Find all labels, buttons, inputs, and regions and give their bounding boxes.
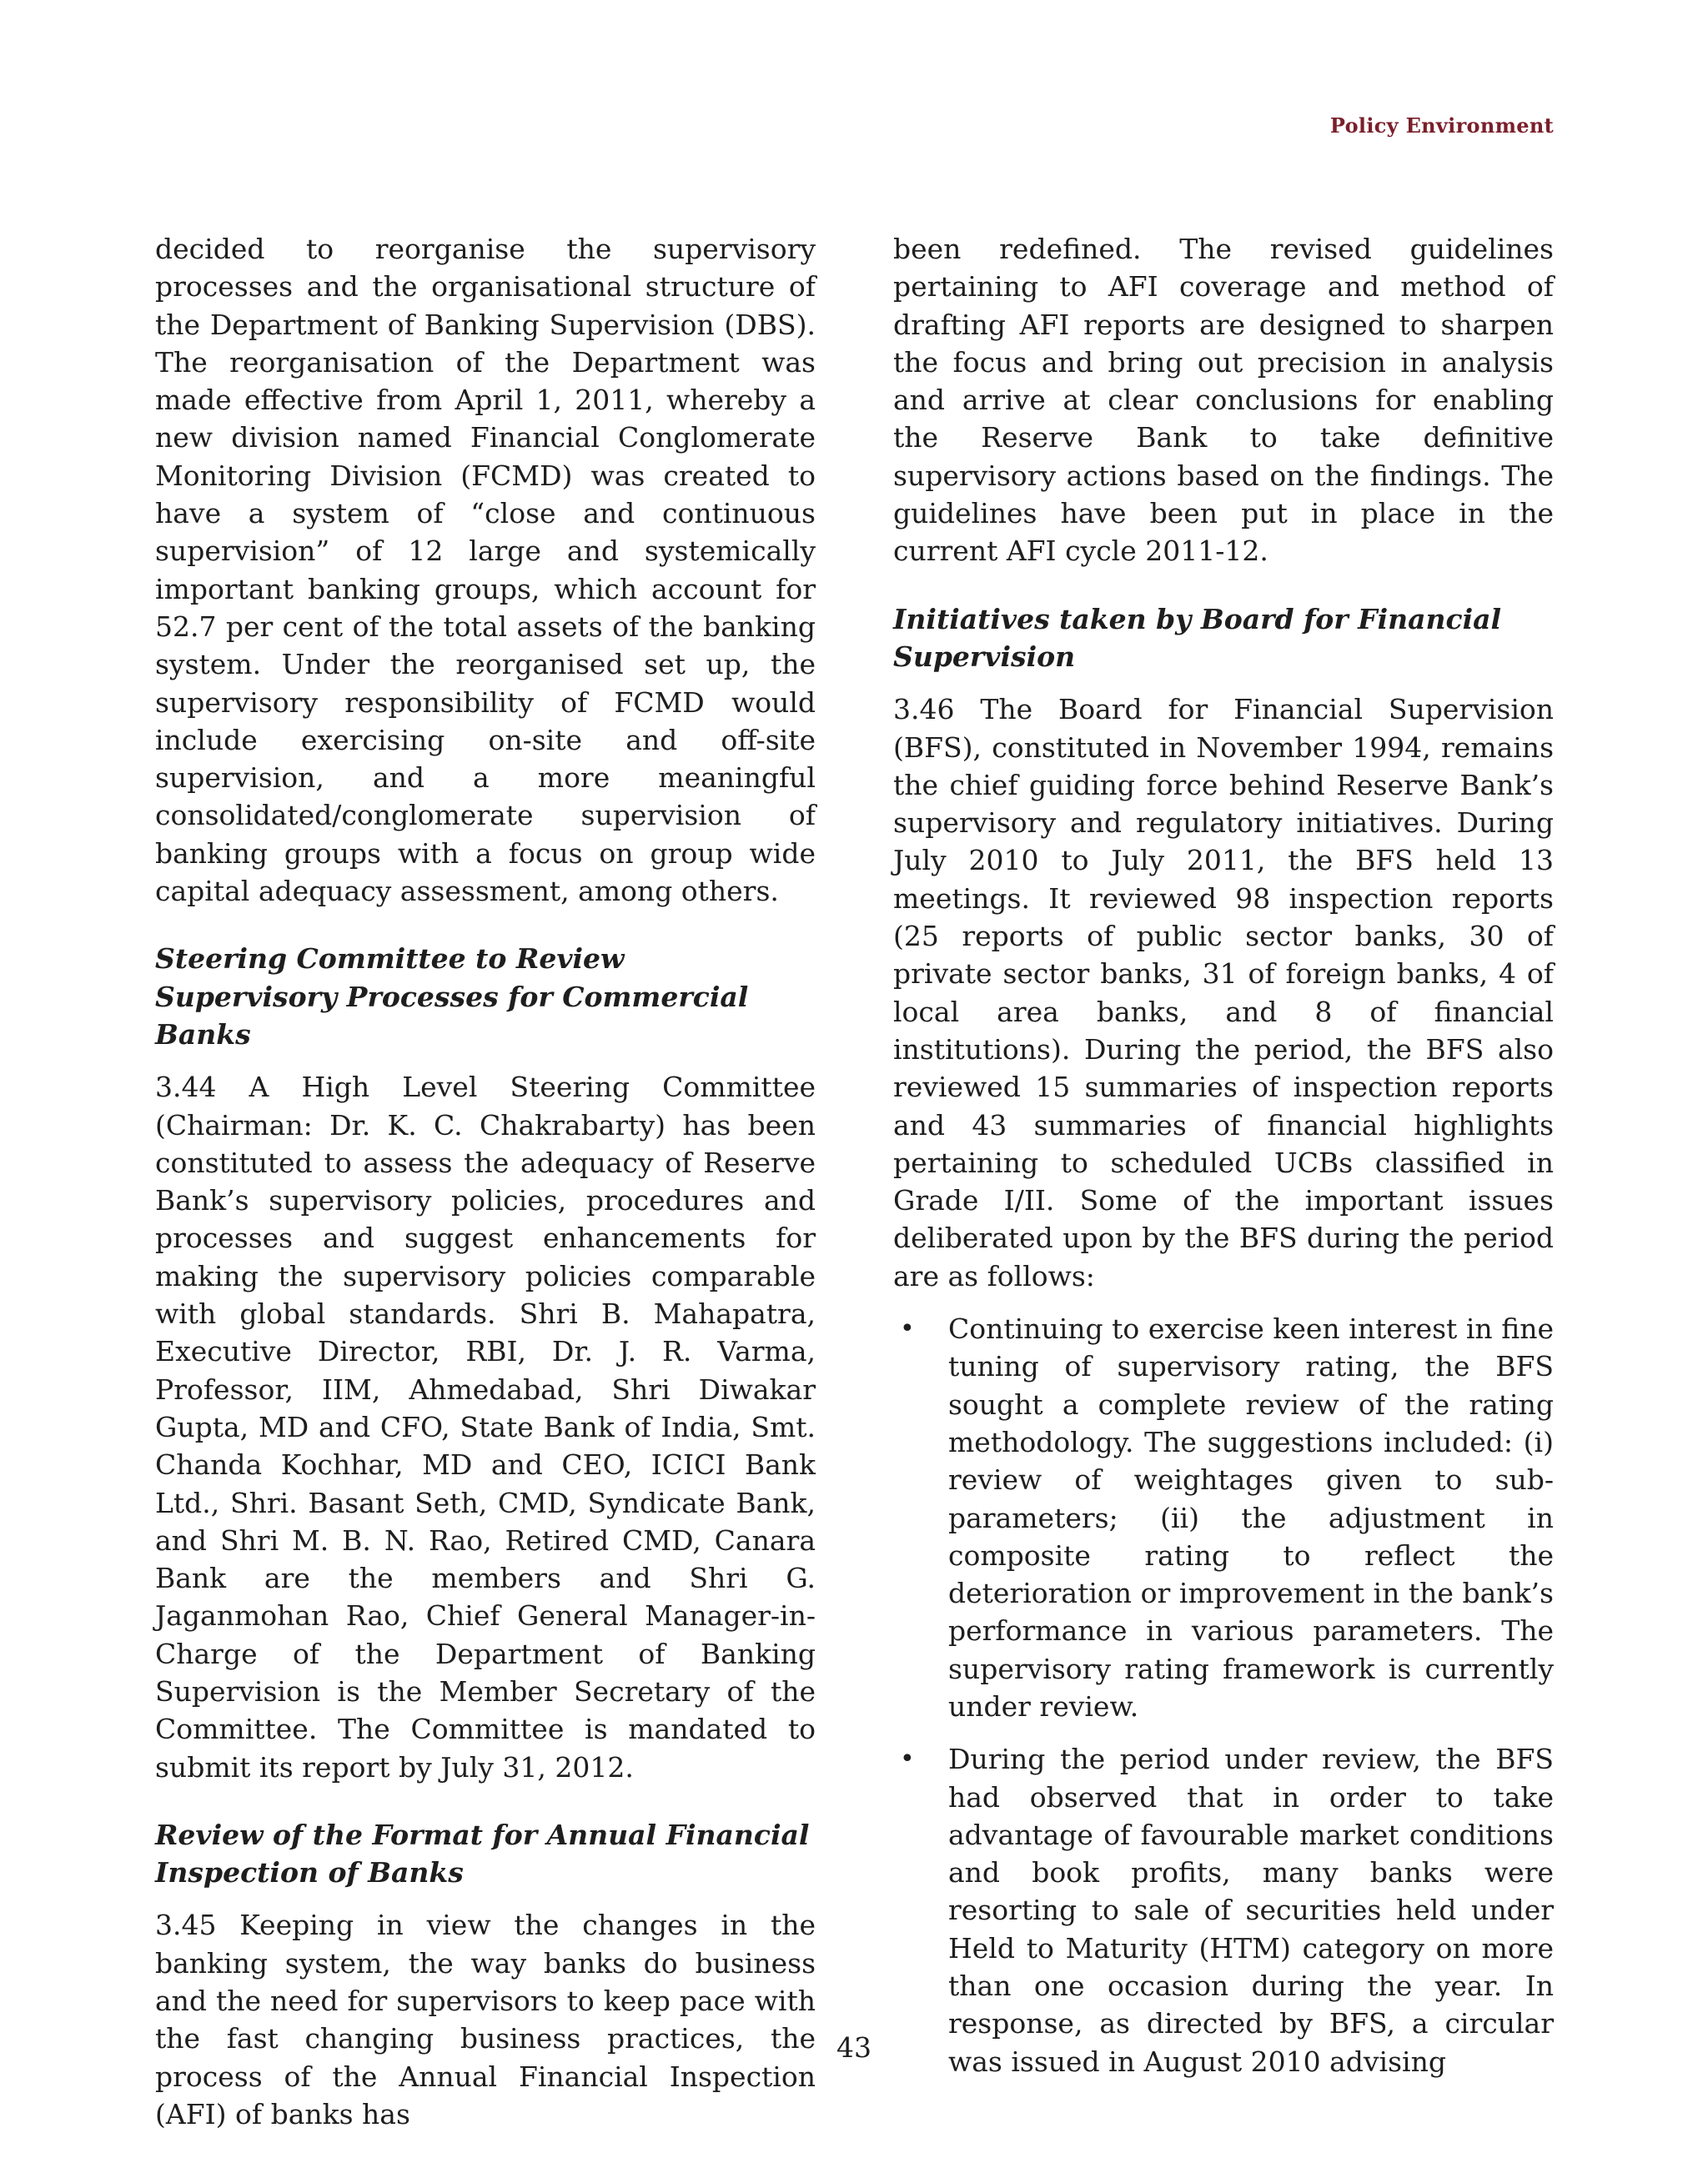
running-header: Policy Environment [1329,113,1554,138]
heading-steering-committee: Steering Committee to Review Supervisory Processes for Commercial Banks [155,942,749,1051]
bullet-icon: • [900,1744,915,1774]
paragraph-3-45: 3.45 Keeping in view the changes in the banking system, the way banks do business and the need for supervisors to keep pace with the fast changing business practices, the process of the Annual Financial Inspection (AFI) of banks has [155,1909,816,2130]
bullet-icon: • [900,1314,915,1344]
paragraph-3-46: 3.46 The Board for Financial Supervision (BFS), constituted in November 1994, remains the chief guiding force behind Reserve Bank’s supervisory and regulatory initiatives. During July 2010 to July 2011, the BFS held 13 meetings. It reviewed 98 inspection reports (25 reports of public sector banks, 30 of private sector banks, 31 of foreign banks, 4 of local area banks, and 8 of financial institutions). During the period, the BFS also reviewed 15 summaries of inspection reports and 43 summaries of financial highlights pertaining to scheduled UCBs classified in Grade I/II. Some of the important issues deliberated upon by the BFS during the period are as follows: [893,693,1554,1292]
heading-review-afi-format: Review of the Format for Annual Financial Inspection of Banks [155,1818,810,1889]
right-column [893,230,1554,2080]
left-column [155,230,816,2133]
heading-bfs-initiatives: Initiatives taken by Board for Financial Supervision [893,602,1502,673]
bfs-issues-list [893,1310,1554,2080]
list-item-text: During the period under review, the BFS had observed that in order to take advantage of favourable market conditions and book profits, many banks were resorting to sale of securities held under Held to Maturity (HTM) category on more than one occasion during the year. In response, as directed by BFS, a circular was issued in August 2010 advising [948,1743,1554,2078]
paragraph-dbs-reorganisation: decided to reorganise the supervisory processes and the organisational structure of the Department of Banking Supervision (DBS). The reorganisation of the Department was made effective from April 1, 2011, whereby a new division named Financial Conglomerate Monitoring Division (FCMD) was created to have a system of “close and continuous supervision” of 12 large and systemically important banking groups, which account for 52.7 per cent of the total assets of the banking system. Under the reorganised set up, the supervisory responsibility of FCMD would include exercising on-site and off-site supervision, and a more meaningful consolidated/conglomerate supervision of banking groups with a focus on group wide capital adequacy assessment, among others. [155,233,816,908]
page-number: 43 [836,2031,872,2064]
list-item [893,1740,1554,2080]
list-item [893,1310,1554,1725]
list-item-text: Continuing to exercise keen interest in fine tuning of supervisory rating, the BFS sought a complete review of the rating methodology. The suggestions included: (i) review of weightages given to sub-parameters; (ii) the adjustment in composite rating to reflect the deterioration or improvement in the bank’s performance in various parameters. The supervisory rating framework is currently under review. [948,1312,1554,1723]
paragraph-afi-redefined: been redefined. The revised guidelines pertaining to AFI coverage and method of drafting AFI reports are designed to sharpen the focus and bring out precision in analysis and arrive at clear conclusions for enabling the Reserve Bank to take definitive supervisory actions based on the findings. The guidelines have been put in place in the current AFI cycle 2011-12. [893,233,1554,568]
paragraph-3-44: 3.44 A High Level Steering Committee (Chairman: Dr. K. C. Chakrabarty) has been constituted to assess the adequacy of Reserve Bank’s supervisory policies, procedures and processes and suggest enhancements for making the supervisory policies comparable with global standards. Shri B. Mahapatra, Executive Director, RBI, Dr. J. R. Varma, Professor, IIM, Ahmedabad, Shri Diwakar Gupta, MD and CFO, State Bank of India, Smt. Chanda Kochhar, MD and CEO, ICICI Bank Ltd., Shri. Basant Seth, CMD, Syndicate Bank, and Shri M. B. N. Rao, Retired CMD, Canara Bank are the members and Shri G. Jaganmohan Rao, Chief General Manager-in-Charge of the Department of Banking Supervision is the Member Secretary of the Committee. The Committee is mandated to submit its report by July 31, 2012. [155,1071,816,1784]
